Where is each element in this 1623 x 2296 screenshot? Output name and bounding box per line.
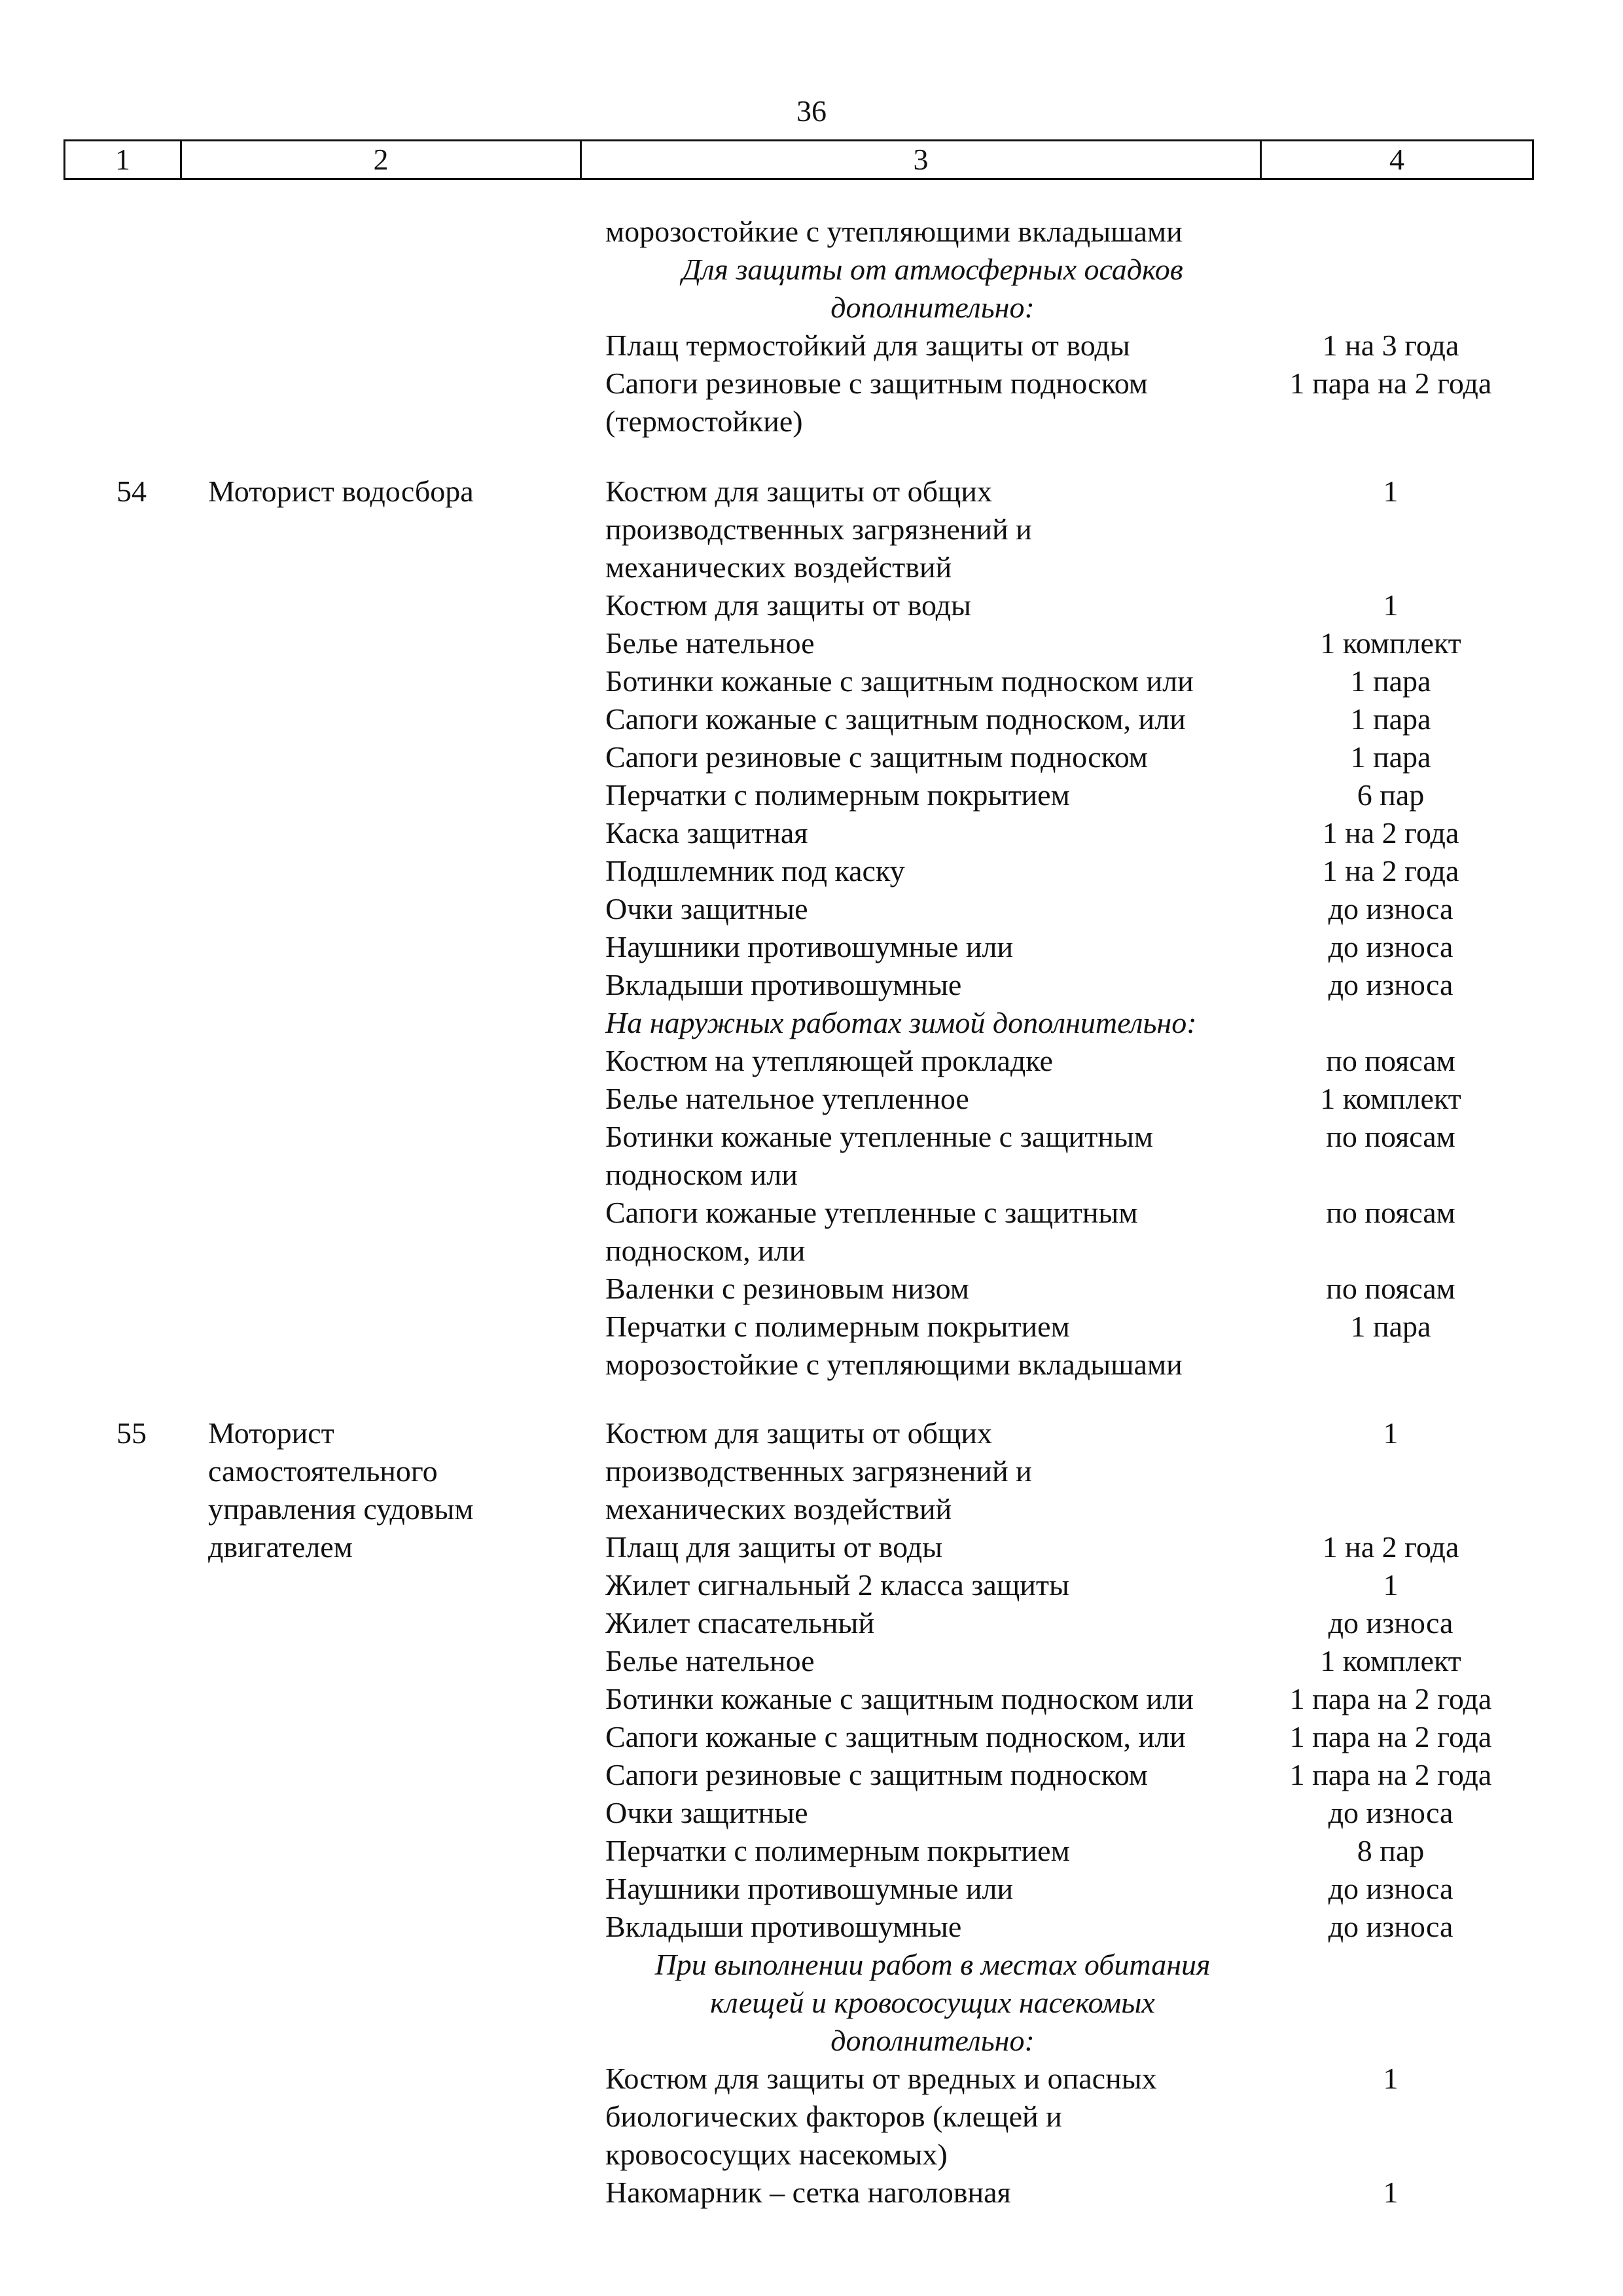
item-quantity: по поясам [1326,1272,1455,1305]
table-row [605,1908,1522,1946]
item-name: Накомарник – сетка наголовная [605,2176,1011,2209]
item-name: механических воздействий [605,1492,952,1526]
item-quantity: по поясам [1326,1196,1455,1229]
item-quantity: 1 комплект [1320,626,1461,660]
item-quantity: до износа [1328,1796,1454,1829]
item-name: Очки защитные [605,892,808,925]
table-row [605,1756,1522,1794]
section-note: На наружных работах зимой дополнительно: [605,1006,1197,1039]
table-row [605,1346,1522,1384]
table-row [605,662,1522,700]
table-row [605,1832,1522,1870]
item-quantity: 1 на 2 года [1322,1530,1459,1564]
section-note: При выполнении работ в местах обитания [654,1948,1211,1981]
profession-name-line: Моторист [208,1416,334,1450]
profession-name-line: самостоятельного [208,1454,438,1488]
item-quantity: до износа [1328,968,1454,1001]
item-name: Сапоги резиновые с защитным подноском [605,1758,1148,1791]
item-quantity: 1 комплект [1320,1082,1461,1115]
table-row [605,1680,1522,1718]
item-name: Плащ термостойкий для защиты от воды [605,329,1130,362]
item-quantity: 1 [1383,1416,1399,1450]
section-note: дополнительно: [830,291,1035,324]
item-name: Наушники противошумные или [605,1872,1014,1905]
item-name: Белье нательное [605,626,815,660]
profession-name: Моторист водосбора [208,475,474,508]
table-row [605,1080,1522,1118]
item-name: Ботинки кожаные с защитным подноском или [605,664,1194,698]
profession-name-line: двигателем [208,1530,353,1564]
table-row [605,1118,1522,1156]
table-row [605,2060,1522,2098]
table-row [605,1490,1522,1528]
item-name: Сапоги кожаные утепленные с защитным [605,1196,1138,1229]
item-name: Костюм для защиты от воды [605,588,971,622]
table-row [605,776,1522,814]
table-row [605,365,1522,403]
table-row [605,586,1522,624]
item-quantity: до износа [1328,1910,1454,1943]
item-name: Белье нательное [605,1644,815,1677]
table-row [605,966,1522,1004]
item-name: морозостойкие с утепляющими вкладышами [605,1348,1183,1381]
table-row [605,327,1522,365]
table-row [605,890,1522,928]
item-name: Жилет сигнальный 2 класса защиты [605,1568,1069,1602]
item-quantity: 1 [1383,1568,1399,1602]
table-row [605,213,1522,251]
item-name: Костюм на утепляющей прокладке [605,1044,1053,1077]
item-name: Ботинки кожаные с защитным подноском или [605,1682,1194,1715]
table-row [605,1452,1522,1490]
table-row [605,1718,1522,1756]
entry-number: 54 [116,475,147,508]
item-quantity: 1 пара на 2 года [1289,1758,1492,1791]
item-name: Наушники противошумные или [605,930,1014,963]
item-name: Белье нательное утепленное [605,1082,969,1115]
item-name: Сапоги резиновые с защитным подноском [605,740,1148,774]
item-name: Вкладыши противошумные [605,968,962,1001]
item-quantity: 1 [1383,2062,1399,2095]
item-name: Очки защитные [605,1796,808,1829]
item-quantity: 1 пара на 2 года [1289,367,1492,400]
table-row [605,1042,1522,1080]
item-name: Валенки с резиновым низом [605,1272,969,1305]
item-name: Вкладыши противошумные [605,1910,962,1943]
table-row [605,2174,1522,2212]
item-name: Жилет спасательный [605,1606,875,1640]
item-name: Ботинки кожаные утепленные с защитным [605,1120,1153,1153]
header-col-1: 1 [65,141,182,178]
table-row [605,852,1522,890]
item-name: производственных загрязнений и [605,1454,1032,1488]
profession-name-line: управления судовым [208,1492,474,1526]
table-row [605,1232,1522,1270]
item-name: Сапоги кожаные с защитным подноском, или [605,1720,1186,1753]
item-quantity: 1 [1383,2176,1399,2209]
entry-number: 55 [116,1416,147,1450]
item-quantity: по поясам [1326,1044,1455,1077]
item-quantity: по поясам [1326,1120,1455,1153]
item-name: Перчатки с полимерным покрытием [605,778,1070,812]
item-name: подноском, или [605,1234,806,1267]
item-name: подноском или [605,1158,798,1191]
section-note: клещей и кровососущих насекомых [710,1986,1155,2019]
item-name: Плащ для защиты от воды [605,1530,943,1564]
item-quantity: 1 пара на 2 года [1289,1720,1492,1753]
item-quantity: до износа [1328,1606,1454,1640]
section-note: Для защиты от атмосферных осадков [682,253,1183,286]
table-row [605,1194,1522,1232]
item-quantity: до износа [1328,1872,1454,1905]
table-row [605,1566,1522,1604]
item-name: кровососущих насекомых) [605,2138,948,2171]
table-header [63,139,1534,180]
item-name: производственных загрязнений и [605,512,1032,546]
item-quantity: 1 на 2 года [1322,854,1459,888]
item-name: Каска защитная [605,816,808,850]
table-row [605,928,1522,966]
table-row [605,473,1522,511]
item-quantity: 8 пар [1357,1834,1425,1867]
table-row [605,2098,1522,2136]
item-quantity: 1 комплект [1320,1644,1461,1677]
table-row [605,548,1522,586]
item-name: Костюм для защиты от общих [605,1416,993,1450]
table-row [605,624,1522,662]
page-number: 36 [796,94,827,128]
table-row [605,1156,1522,1194]
table-row [605,1308,1522,1346]
table-row [605,1642,1522,1680]
table-row [605,1794,1522,1832]
item-name: морозостойкие с утепляющими вкладышами [605,215,1183,248]
item-name: Сапоги резиновые с защитным подноском [605,367,1148,400]
header-col-2: 2 [182,141,582,178]
item-quantity: 1 пара [1350,664,1431,698]
table-row [605,814,1522,852]
item-quantity: 6 пар [1357,778,1425,812]
item-quantity: 1 [1383,588,1399,622]
table-row [605,1604,1522,1642]
section-note: дополнительно: [830,2024,1035,2057]
item-name: Костюм для защиты от общих [605,475,993,508]
item-quantity: 1 пара [1350,1310,1431,1343]
table-row [605,1414,1522,1452]
table-row [605,2136,1522,2174]
item-quantity: 1 пара [1350,740,1431,774]
item-quantity: 1 пара на 2 года [1289,1682,1492,1715]
item-quantity: до износа [1328,930,1454,963]
item-name: биологических факторов (клещей и [605,2100,1062,2133]
table-row [605,700,1522,738]
item-quantity: до износа [1328,892,1454,925]
item-name: Перчатки с полимерным покрытием [605,1310,1070,1343]
item-name: Сапоги кожаные с защитным подноском, или [605,702,1186,736]
table-row [605,403,1522,440]
header-col-4: 4 [1389,143,1404,176]
item-quantity: 1 пара [1350,702,1431,736]
item-name: Костюм для защиты от вредных и опасных [605,2062,1157,2095]
table-row [605,1270,1522,1308]
item-name: (термостойкие) [605,404,803,438]
item-name: механических воздействий [605,550,952,584]
table-row [605,738,1522,776]
item-quantity: 1 на 3 года [1322,329,1459,362]
header-col-3: 3 [582,141,1262,178]
item-quantity: 1 на 2 года [1322,816,1459,850]
table-row [605,511,1522,548]
item-quantity: 1 [1383,475,1399,508]
item-name: Перчатки с полимерным покрытием [605,1834,1070,1867]
item-name: Подшлемник под каску [605,854,905,888]
table-row [605,1528,1522,1566]
table-row [605,1870,1522,1908]
